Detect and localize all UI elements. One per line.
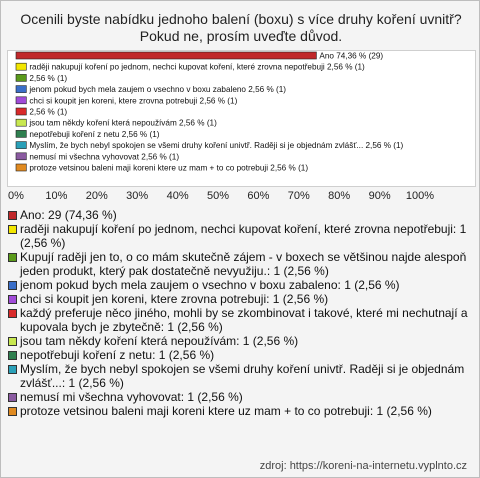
legend-swatch xyxy=(8,351,17,360)
legend-item xyxy=(7,222,473,250)
bar-label-1: raději nakupují koření po jednom, nechci kupovat koření, které zrovna nepotřebuji 2,56 % (1) xyxy=(29,62,365,72)
bar-label-10: protoze vetsinou baleni maji koreni ktere uz mam + to co potrebuji 2,56 % (1) xyxy=(29,163,309,173)
x-tick-label: 60% xyxy=(247,190,270,202)
legend-label: Ano: 29 (74,36 %) xyxy=(20,208,117,222)
legend-label: nemusí mi všechna vyhovovat: 1 (2,56 %) xyxy=(20,390,243,404)
legend-item xyxy=(7,208,473,222)
legend-swatch xyxy=(8,211,17,220)
bar-10 xyxy=(16,164,26,171)
bar-label-0: Ano 74,36 % (29) xyxy=(319,51,384,61)
bar-8 xyxy=(16,142,26,149)
bar-label-3: jenom pokud bych mela zaujem o vsechno v boxu zabaleno 2,56 % (1) xyxy=(29,85,287,95)
legend-item xyxy=(7,292,473,306)
x-tick-label: 20% xyxy=(85,190,108,202)
x-tick-label: 30% xyxy=(126,190,149,202)
x-tick-label: 100% xyxy=(405,190,435,202)
legend-swatch xyxy=(8,281,17,290)
x-tick-label: 90% xyxy=(368,190,391,202)
legend-label: raději nakupují koření po jednom, nechci kupovat koření, které zrovna nepotřebuji: 1 (2,56 %) xyxy=(20,222,467,250)
legend-label: protoze vetsinou baleni maji koreni ktere uz mam + to co potrebuji: 1 (2,56 %) xyxy=(20,404,432,418)
bar-label-8: Myslím, že bych nebyl spokojen se všemi druhy koření univtř. Raději si je objednám zvlášť... 2,56 % (1) xyxy=(29,141,404,151)
bar-1 xyxy=(16,63,26,70)
legend-swatch xyxy=(8,253,17,262)
legend-swatch xyxy=(8,309,17,318)
legend-swatch xyxy=(8,393,17,402)
legend-swatch xyxy=(8,337,17,346)
x-tick-label: 50% xyxy=(206,190,230,202)
legend xyxy=(7,208,473,418)
chart-title: Ocenili byste nabídku jednoho balení (boxu) s více druhy koření uvnitř? Pokud ne, prosím uveďte důvod. xyxy=(20,11,462,44)
x-tick-label: 10% xyxy=(45,190,68,202)
x-tick-label: 80% xyxy=(328,190,351,202)
legend-label: Myslím, že bych nebyl spokojen se všemi druhy koření univtř. Raději si je objednám zvlášť...: 1 (2,56 %) xyxy=(20,362,465,390)
legend-label: Kupují raději jen to, o co mám skutečně zájem - v boxech se většinou najde alespoň jeden produkt, který pak dostatečně nevyužiju.: 1 (2,56 %) xyxy=(20,250,467,278)
bar-label-2: 2,56 % (1) xyxy=(29,73,68,83)
legend-item xyxy=(7,404,473,418)
legend-swatch xyxy=(8,295,17,304)
legend-item xyxy=(7,306,473,334)
x-tick-label: 0% xyxy=(8,190,24,202)
legend-item xyxy=(7,362,473,390)
x-tick-label: 40% xyxy=(166,190,189,202)
legend-swatch xyxy=(8,225,17,234)
legend-item xyxy=(7,278,473,292)
legend-label: každý preferuje něco jiného, mohli by se zkombinovat i takové, které mi nechutnají a kupovala bych je zbytečně: 1 (2,56 %) xyxy=(20,306,468,334)
legend-swatch xyxy=(8,365,17,374)
legend-item xyxy=(7,334,473,348)
bar-3 xyxy=(16,86,26,93)
bar-5 xyxy=(16,108,26,115)
bar-4 xyxy=(16,97,26,104)
legend-label: chci si koupit jen koreni, ktere zrovna potrebuji: 1 (2,56 %) xyxy=(20,292,329,306)
legend-label: jsou tam někdy koření která nepoužívám: 1 (2,56 %) xyxy=(20,334,299,348)
legend-label: nepotřebuji koření z netu: 1 (2,56 %) xyxy=(20,348,215,362)
bar-label-4: chci si koupit jen koreni, ktere zrovna potrebuji 2,56 % (1) xyxy=(29,96,238,106)
bar-0 xyxy=(16,52,316,59)
bar-label-6: jsou tam někdy koření která nepoužívám 2,56 % (1) xyxy=(29,118,217,128)
legend-label: jenom pokud bych mela zaujem o vsechno v boxu zabaleno: 1 (2,56 %) xyxy=(20,278,400,292)
source-note: zdroj: https://koreni-na-internetu.vyplnto.cz xyxy=(259,460,467,472)
bar-2 xyxy=(16,74,26,81)
legend-item xyxy=(7,390,473,404)
legend-swatch xyxy=(8,407,17,416)
bar-7 xyxy=(16,130,26,137)
bar-9 xyxy=(16,153,26,160)
bar-6 xyxy=(16,119,26,126)
x-tick-label: 70% xyxy=(287,190,310,202)
bar-label-9: nemusí mi všechna vyhovovat 2,56 % (1) xyxy=(29,152,180,162)
legend-item xyxy=(7,250,473,278)
bar-label-5: 2,56 % (1) xyxy=(29,107,68,117)
bar-chart xyxy=(1,1,480,201)
bar-label-7: nepotřebuji koření z netu 2,56 % (1) xyxy=(29,129,160,139)
legend-item xyxy=(7,348,473,362)
